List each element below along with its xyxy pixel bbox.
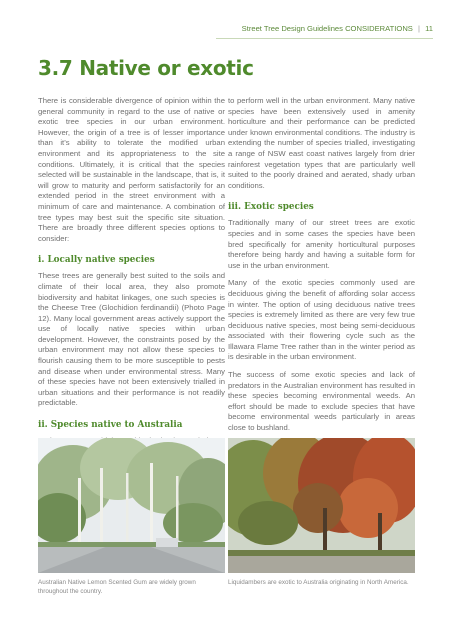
- heading-exotic: iii. Exotic species: [228, 202, 314, 213]
- exotic-paragraph-3: The success of some exotic species and lack of predators in the Australian environment has resulted in these species becoming environmental weeds. An effort should be made to exclude species that have become environmental weeds particularly in areas close to bushland.: [228, 370, 415, 433]
- exotic-paragraph-2: Many of the exotic species commonly used are deciduous giving the benefit of affording solar access in winter. The option of using deciduous native trees species is extremely limited as there are very few true deciduous native species, most being semi-deciduous associated with their flowering cycle such as the Illawara Flame Tree rather than in the winter period as is desirable in the urban environment.: [228, 278, 415, 362]
- caption-right: Liquidambers are exotic to Australia originating in North America.: [228, 579, 409, 586]
- photo-liquidambers: [228, 438, 415, 573]
- intro-paragraph: There is considerable divergence of opinion within the general community in regard to the use of native or exotic tree species in our urban environment. However, the origin of a tree is of lesser importance than it’s ability to tolerate the modified urban environment and its appropriateness to the site conditions. Ultimately, it is critical that the species selected will be sustainable in the landscape, that is, it will grow to maturity and perform satisfactorily for an extended period in the street environment with a minimum of care and maintenance. A combination of tree types may best suit the specific site situation. There are broadly three different species options to consider:: [38, 96, 225, 243]
- page-number: 11: [425, 24, 433, 33]
- section-name: CONSIDERATIONS: [345, 24, 413, 33]
- doc-title: Street Tree Design Guidelines: [241, 24, 343, 33]
- exotic-paragraph-1: Traditionally many of our street trees are exotic species and in some cases the species have been bred specifically for amenity horticultural purposes therefore being hardy and having a suitable form for use in the urban environment.: [228, 218, 415, 270]
- australian-native-paragraph-cont: to perform well in the urban environment. Many native species have been extensively used in amenity horticulture and their performance can be predicted under known environmental conditions. The industry is extending the number of species trialled, investigating a range of NSW east coast natives largely from drier rainforest vegetation types that are particularly well suited to the poorly drained and aerated, shady urban conditions.: [228, 96, 415, 190]
- caption-left: Australian Native Lemon Scented Gum are widely grown throughout the country.: [38, 579, 196, 595]
- header-rule: [216, 38, 433, 39]
- section-title: 3.7 Native or exotic: [38, 56, 254, 80]
- right-column: [228, 96, 415, 441]
- running-header: [242, 24, 433, 33]
- photo-lemon-scented-gum: [38, 438, 225, 573]
- left-column: [38, 96, 225, 464]
- heading-australian-native: ii. Species native to Australia: [38, 420, 183, 431]
- heading-locally-native: i. Locally native species: [38, 255, 155, 266]
- locally-native-paragraph: These trees are generally best suited to the soils and climate of their local area, they also promote biodiversity and habitat linkages, one such species is the Cheese Tree (Glochidion ferdinandii) (Photo Page 12). Many local government areas actively support the use of locally native species within urban development. However, the constraints posed by the urban environment may not allow these species to flourish causing them to be more susceptible to pests and disease when under environmental stress. Many of these species have not been extensively trialled in urban situations and their performance is not readily predictable.: [38, 271, 225, 408]
- header-separator: |: [418, 24, 420, 33]
